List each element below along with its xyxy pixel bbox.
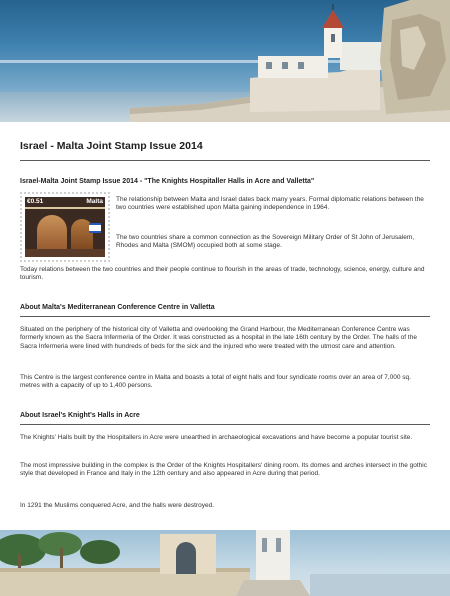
intro-paragraph: The two countries share a common connection as the Sovereign Military Order of St John of Jerusalem, Rhodes and Malta (SMOM) occupied both at some stage. xyxy=(116,234,415,250)
section-paragraph: In 1291 the Muslims conquered Acre, and the halls were destroyed. xyxy=(20,502,215,509)
malta-stamp-image xyxy=(20,192,110,262)
section-heading-malta: About Malta's Mediterranean Conference Centre in Valletta xyxy=(20,304,215,311)
section-rule xyxy=(20,316,430,317)
coastal-fortress-illustration xyxy=(0,0,450,122)
intro-paragraph: Today relations between the two countries and their people continue to flourish in the areas of trade, technology, science, energy, culture and tourism. xyxy=(20,266,425,282)
document-title: Israel - Malta Joint Stamp Issue 2014 xyxy=(20,140,203,152)
section-paragraph: The Knights' Halls built by the Hospitallers in Acre were unearthed in archaeological excavations and have become a popular tourist site. xyxy=(20,434,413,441)
stamp-value: €0.51 xyxy=(27,198,44,205)
section-heading-acre: About Israel's Knight's Halls in Acre xyxy=(20,412,140,419)
section-paragraph: Situated on the periphery of the historical city of Valletta and overlooking the Grand Harbour, the Mediterranean Conference Centre was formerly known as the Sacra Infermeria of the Order. It was constructed as a hospital in the late 16th century by the Order. The halls of the Sacra Infermeria were lined with hundreds of beds for the sick and the injured who were treated with the utmost care and attention. xyxy=(20,326,417,350)
israel-flag-icon xyxy=(89,223,101,233)
section-rule xyxy=(20,424,430,425)
stamp-caption-strip xyxy=(25,207,105,209)
footer-photo-valletta xyxy=(0,530,450,596)
title-underline xyxy=(20,160,430,161)
harbour-buildings-illustration xyxy=(0,530,450,596)
stamp-country: Malta xyxy=(86,198,103,205)
header-photo-acre-coast xyxy=(0,0,450,122)
issue-subtitle: Israel-Malta Joint Stamp Issue 2014 - "The Knights Hospitaller Halls in Acre and Valletta" xyxy=(20,178,315,185)
section-paragraph: The most impressive building in the complex is the Order of the Knights Hospitallers' dining room. Its domes and arches intersect in the gothic style that developed in France and Italy in the 12th century and also appeared in Acre during that period. xyxy=(20,462,427,478)
section-paragraph: This Centre is the largest conference centre in Malta and boasts a total of eight halls and four syndicate rooms over an area of 7,000 sq. metres with a capacity of up to 1,400 persons. xyxy=(20,374,411,390)
stamp-floor xyxy=(25,249,105,257)
intro-paragraph: The relationship between Malta and Israel dates back many years. Formal diplomatic relations between the two countries were established upon Malta gaining independence in 1964. xyxy=(116,196,424,212)
document-sheet xyxy=(0,122,450,530)
